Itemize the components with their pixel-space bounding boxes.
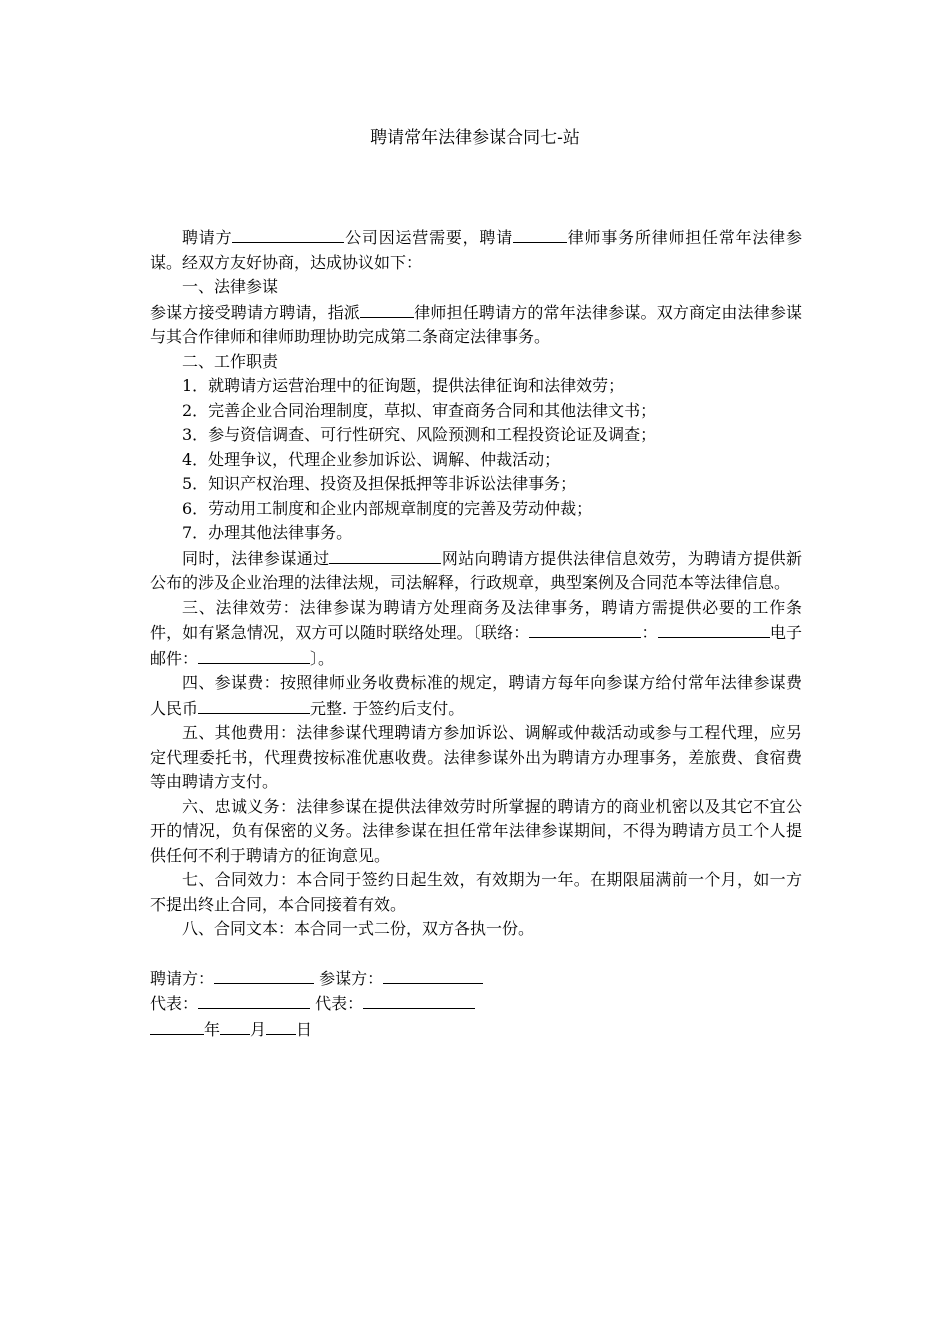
duty-item: 6．劳动用工制度和企业内部规章制度的完善及劳动仲裁； — [182, 498, 593, 518]
section-5-paragraph: 五、其他费用：法律参谋代理聘请方参加诉讼、调解或仲裁活动或参与工程代理，应另定代理委托书，代理费按标准优惠收费。法律参谋外出为聘请方办理事务，差旅费、食宿费等由聘请方支付。 — [150, 723, 802, 791]
lawyer-name-blank — [360, 300, 414, 318]
duty-item: 5．知识产权治理、投资及担保抵押等非诉讼法律事务； — [182, 474, 577, 493]
intro-paragraph: 聘请方 公司因运营需要，聘请 律师事务所律师担任常年法律参谋。经双方友好协商，达成协议如下： — [150, 225, 802, 275]
signature-date-line: 年 月 日 — [150, 1017, 802, 1043]
advisor-signature-blank — [383, 966, 483, 984]
section-heading-2: 二、工作职责 — [182, 351, 279, 371]
website-blank — [329, 546, 441, 564]
section-4-paragraph: 四、参谋费：按照律师业务收费标准的规定，聘请方每年向参谋方给付常年法律参谋费人民币 元整. 于签约后支付。 — [150, 673, 802, 718]
signature-parties-line: 聘请方： 参谋方： — [150, 966, 802, 992]
duty-item: 7．办理其他法律事务。 — [182, 523, 353, 542]
contact-name-blank — [529, 620, 641, 638]
section-3-paragraph: 三、法律效劳：法律参谋为聘请方处理商务及法律事务，聘请方需提供必要的工作条件，如有紧急情况，双方可以随时联络处理。〔联络： ： 电子邮件： 〕。 — [150, 597, 802, 668]
section-6-paragraph: 六、忠诚义务：法律参谋在提供法律效劳时所掌握的聘请方的商业机密以及其它不宜公开的情况，负有保密的义务。法律参谋在担任常年法律参谋期间，不得为聘请方员工个人提供任何不利于聘请方的征询意见。 — [150, 796, 802, 865]
document-body — [150, 225, 802, 1042]
fee-amount-blank — [198, 696, 310, 714]
duty-item: 2．完善企业合同治理制度，草拟、审查商务合同和其他法律文书； — [182, 400, 657, 420]
signature-block — [150, 966, 802, 1043]
section-1-paragraph: 参谋方接受聘请方聘请，指派 律师担任聘请方的常年法律参谋。双方商定由法律参谋与其合作律师和律师助理协助完成第二条商定法律事务。 — [150, 300, 802, 350]
duty-item: 1．就聘请方运营治理中的征询题，提供法律征询和法律效劳； — [182, 376, 625, 395]
employer-rep-blank — [198, 991, 310, 1009]
duty-item: 3．参与资信调查、可行性研究、风险预测和工程投资论证及调查； — [182, 425, 657, 444]
contact-phone-blank — [658, 620, 770, 638]
day-blank — [266, 1017, 296, 1035]
employer-name-blank — [232, 225, 344, 243]
email-blank — [198, 646, 310, 664]
section-7-paragraph: 七、合同效力：本合同于签约日起生效，有效期为一年。在期限届满前一个月，如一方不提出终止合同，本合同接着有效。 — [150, 870, 802, 914]
document-title: 聘请常年法律参谋合同七-站 — [370, 128, 580, 148]
law-firm-blank — [513, 225, 567, 243]
year-blank — [150, 1017, 204, 1035]
duty-item: 4．处理争议，代理企业参加诉讼、调解、仲裁活动； — [182, 449, 561, 469]
month-blank — [220, 1017, 250, 1035]
advisor-rep-blank — [363, 991, 475, 1009]
section-heading-1: 一、法律参谋 — [182, 277, 279, 296]
signature-representatives-line: 代表： 代表： — [150, 991, 802, 1017]
employer-signature-blank — [214, 966, 314, 984]
section-8-paragraph: 八、合同文本：本合同一式二份，双方各执一份。 — [182, 919, 535, 938]
section-2-extra-paragraph: 同时，法律参谋通过 网站向聘请方提供法律信息效劳，为聘请方提供新公布的涉及企业治理的法律法规，司法解释，行政规章，典型案例及合同范本等法律信息。 — [150, 546, 802, 596]
